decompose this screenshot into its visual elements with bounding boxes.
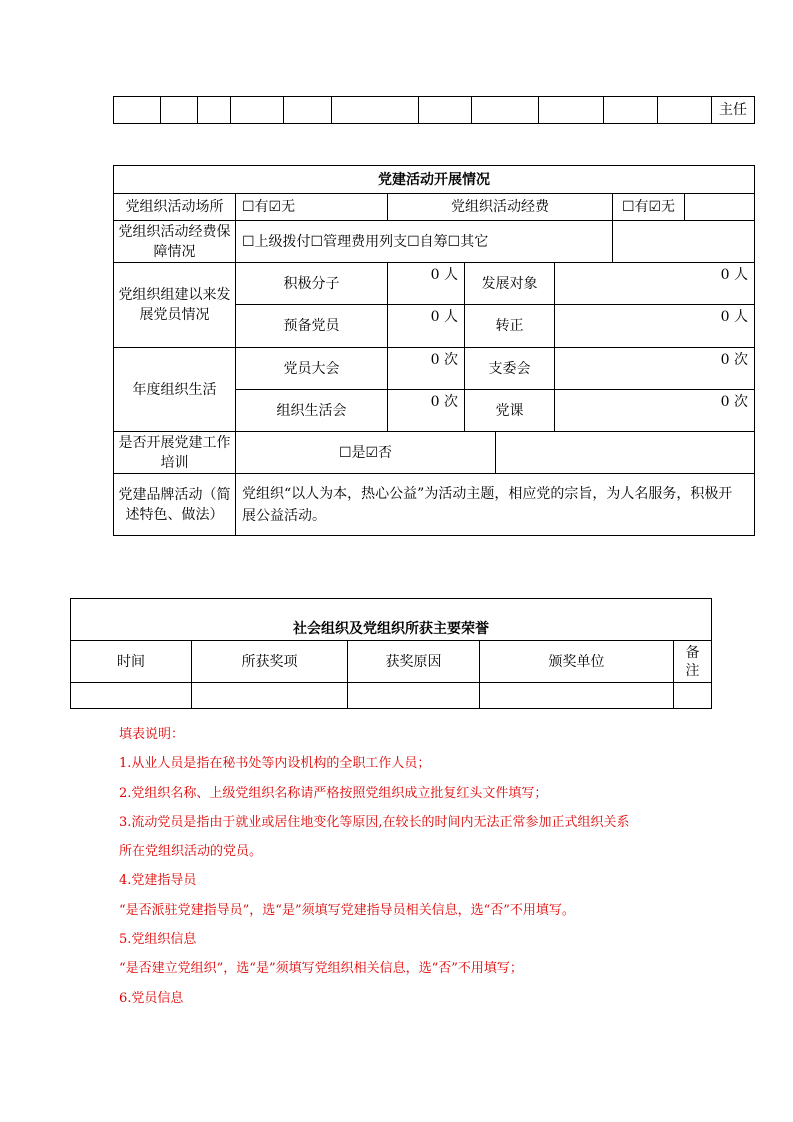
- party-lesson-value: 0 次: [555, 390, 755, 432]
- org-life-label: 组织生活会: [236, 390, 388, 432]
- branch-committee-label: 支委会: [465, 348, 555, 390]
- honors-header-award: 所获奖项: [192, 641, 348, 683]
- note-line: 3.流动党员是指由于就业或居住地变化等原因,在较长的时间内无法正常参加正式组织关系: [119, 814, 630, 830]
- branch-committee-value: 0 次: [555, 348, 755, 390]
- note-line: 1.从业人员是指在秘书处等内设机构的全职工作人员；: [119, 756, 431, 772]
- cell: [332, 97, 419, 124]
- honors-header-issuer: 颁奖单位: [480, 641, 674, 683]
- activist-label: 积极分子: [236, 263, 388, 305]
- note-line: 5.党组织信息: [119, 932, 197, 948]
- training-checkbox[interactable]: ☐是☑否: [236, 432, 496, 474]
- honors-cell[interactable]: [348, 683, 480, 709]
- note-line: 所在党组织活动的党员。: [119, 844, 263, 860]
- honors-cell[interactable]: [674, 683, 712, 709]
- honors-header-reason: 获奖原因: [348, 641, 480, 683]
- dev-target-label: 发展对象: [465, 263, 555, 305]
- note-line: 2.党组织名称、上级党组织名称请严格按照党组织成立批复红头文件填写；: [119, 785, 548, 801]
- note-line: 4.党建指导员: [119, 873, 197, 889]
- honors-header-remark: 备注: [674, 641, 712, 683]
- funding-label: 党组织活动经费: [388, 194, 613, 221]
- cell: [284, 97, 332, 124]
- cell: [539, 97, 604, 124]
- probationary-value: 0 人: [388, 305, 465, 348]
- annual-life-label: 年度组织生活: [114, 348, 236, 432]
- cell: [198, 97, 231, 124]
- honors-cell[interactable]: [71, 683, 192, 709]
- note-line: “是否建立党组织”，选“是”须填写党组织相关信息，选“否”不用填写；: [119, 961, 523, 977]
- honors-cell[interactable]: [192, 683, 348, 709]
- cell: [419, 97, 472, 124]
- congress-label: 党员大会: [236, 348, 388, 390]
- brand-label: 党建品牌活动（简述特色、做法）: [114, 474, 236, 536]
- regularized-value: 0 人: [555, 305, 755, 348]
- top-row-table: [113, 96, 755, 124]
- venue-label: 党组织活动场所: [114, 194, 236, 221]
- cell: [472, 97, 539, 124]
- empty-cell: [496, 432, 755, 474]
- notes-heading: 填表说明：: [119, 727, 185, 742]
- empty-cell: [613, 221, 755, 263]
- probationary-label: 预备党员: [236, 305, 388, 348]
- note-line: “是否派驻党建指导员”，选“是”须填写党建指导员相关信息，选“否”不用填写。: [119, 902, 575, 918]
- honors-table: [70, 598, 712, 709]
- brand-description: 党组织“以人为本，热心公益”为活动主题，相应党的宗旨，为人名服务，积极开展公益活动。: [236, 474, 755, 536]
- activity-table: [113, 165, 755, 536]
- honors-header-time: 时间: [71, 641, 192, 683]
- cell: [658, 97, 712, 124]
- congress-value: 0 次: [388, 348, 465, 390]
- honors-title: 社会组织及党组织所获主要荣誉: [71, 599, 712, 641]
- regularized-label: 转正: [465, 305, 555, 348]
- venue-checkbox[interactable]: ☐有☑无: [236, 194, 388, 221]
- cell: [231, 97, 284, 124]
- party-lesson-label: 党课: [465, 390, 555, 432]
- org-life-value: 0 次: [388, 390, 465, 432]
- activity-title: 党建活动开展情况: [114, 166, 755, 194]
- funding-guarantee-options[interactable]: ☐上级拨付☐管理费用列支☐自筹☐其它: [236, 221, 613, 263]
- empty-cell: [685, 194, 755, 221]
- form-notes: [119, 720, 630, 1013]
- cell: [161, 97, 198, 124]
- director-cell: 主任: [712, 97, 755, 124]
- dev-target-value: 0 人: [555, 263, 755, 305]
- development-label: 党组织组建以来发展党员情况: [114, 263, 236, 348]
- cell: [604, 97, 658, 124]
- honors-cell[interactable]: [480, 683, 674, 709]
- cell: [114, 97, 161, 124]
- funding-checkbox[interactable]: ☐有☑无: [613, 194, 685, 221]
- note-line: 6.党员信息: [119, 990, 184, 1006]
- activist-value: 0 人: [388, 263, 465, 305]
- funding-guarantee-label: 党组织活动经费保障情况: [114, 221, 236, 263]
- training-label: 是否开展党建工作培训: [114, 432, 236, 474]
